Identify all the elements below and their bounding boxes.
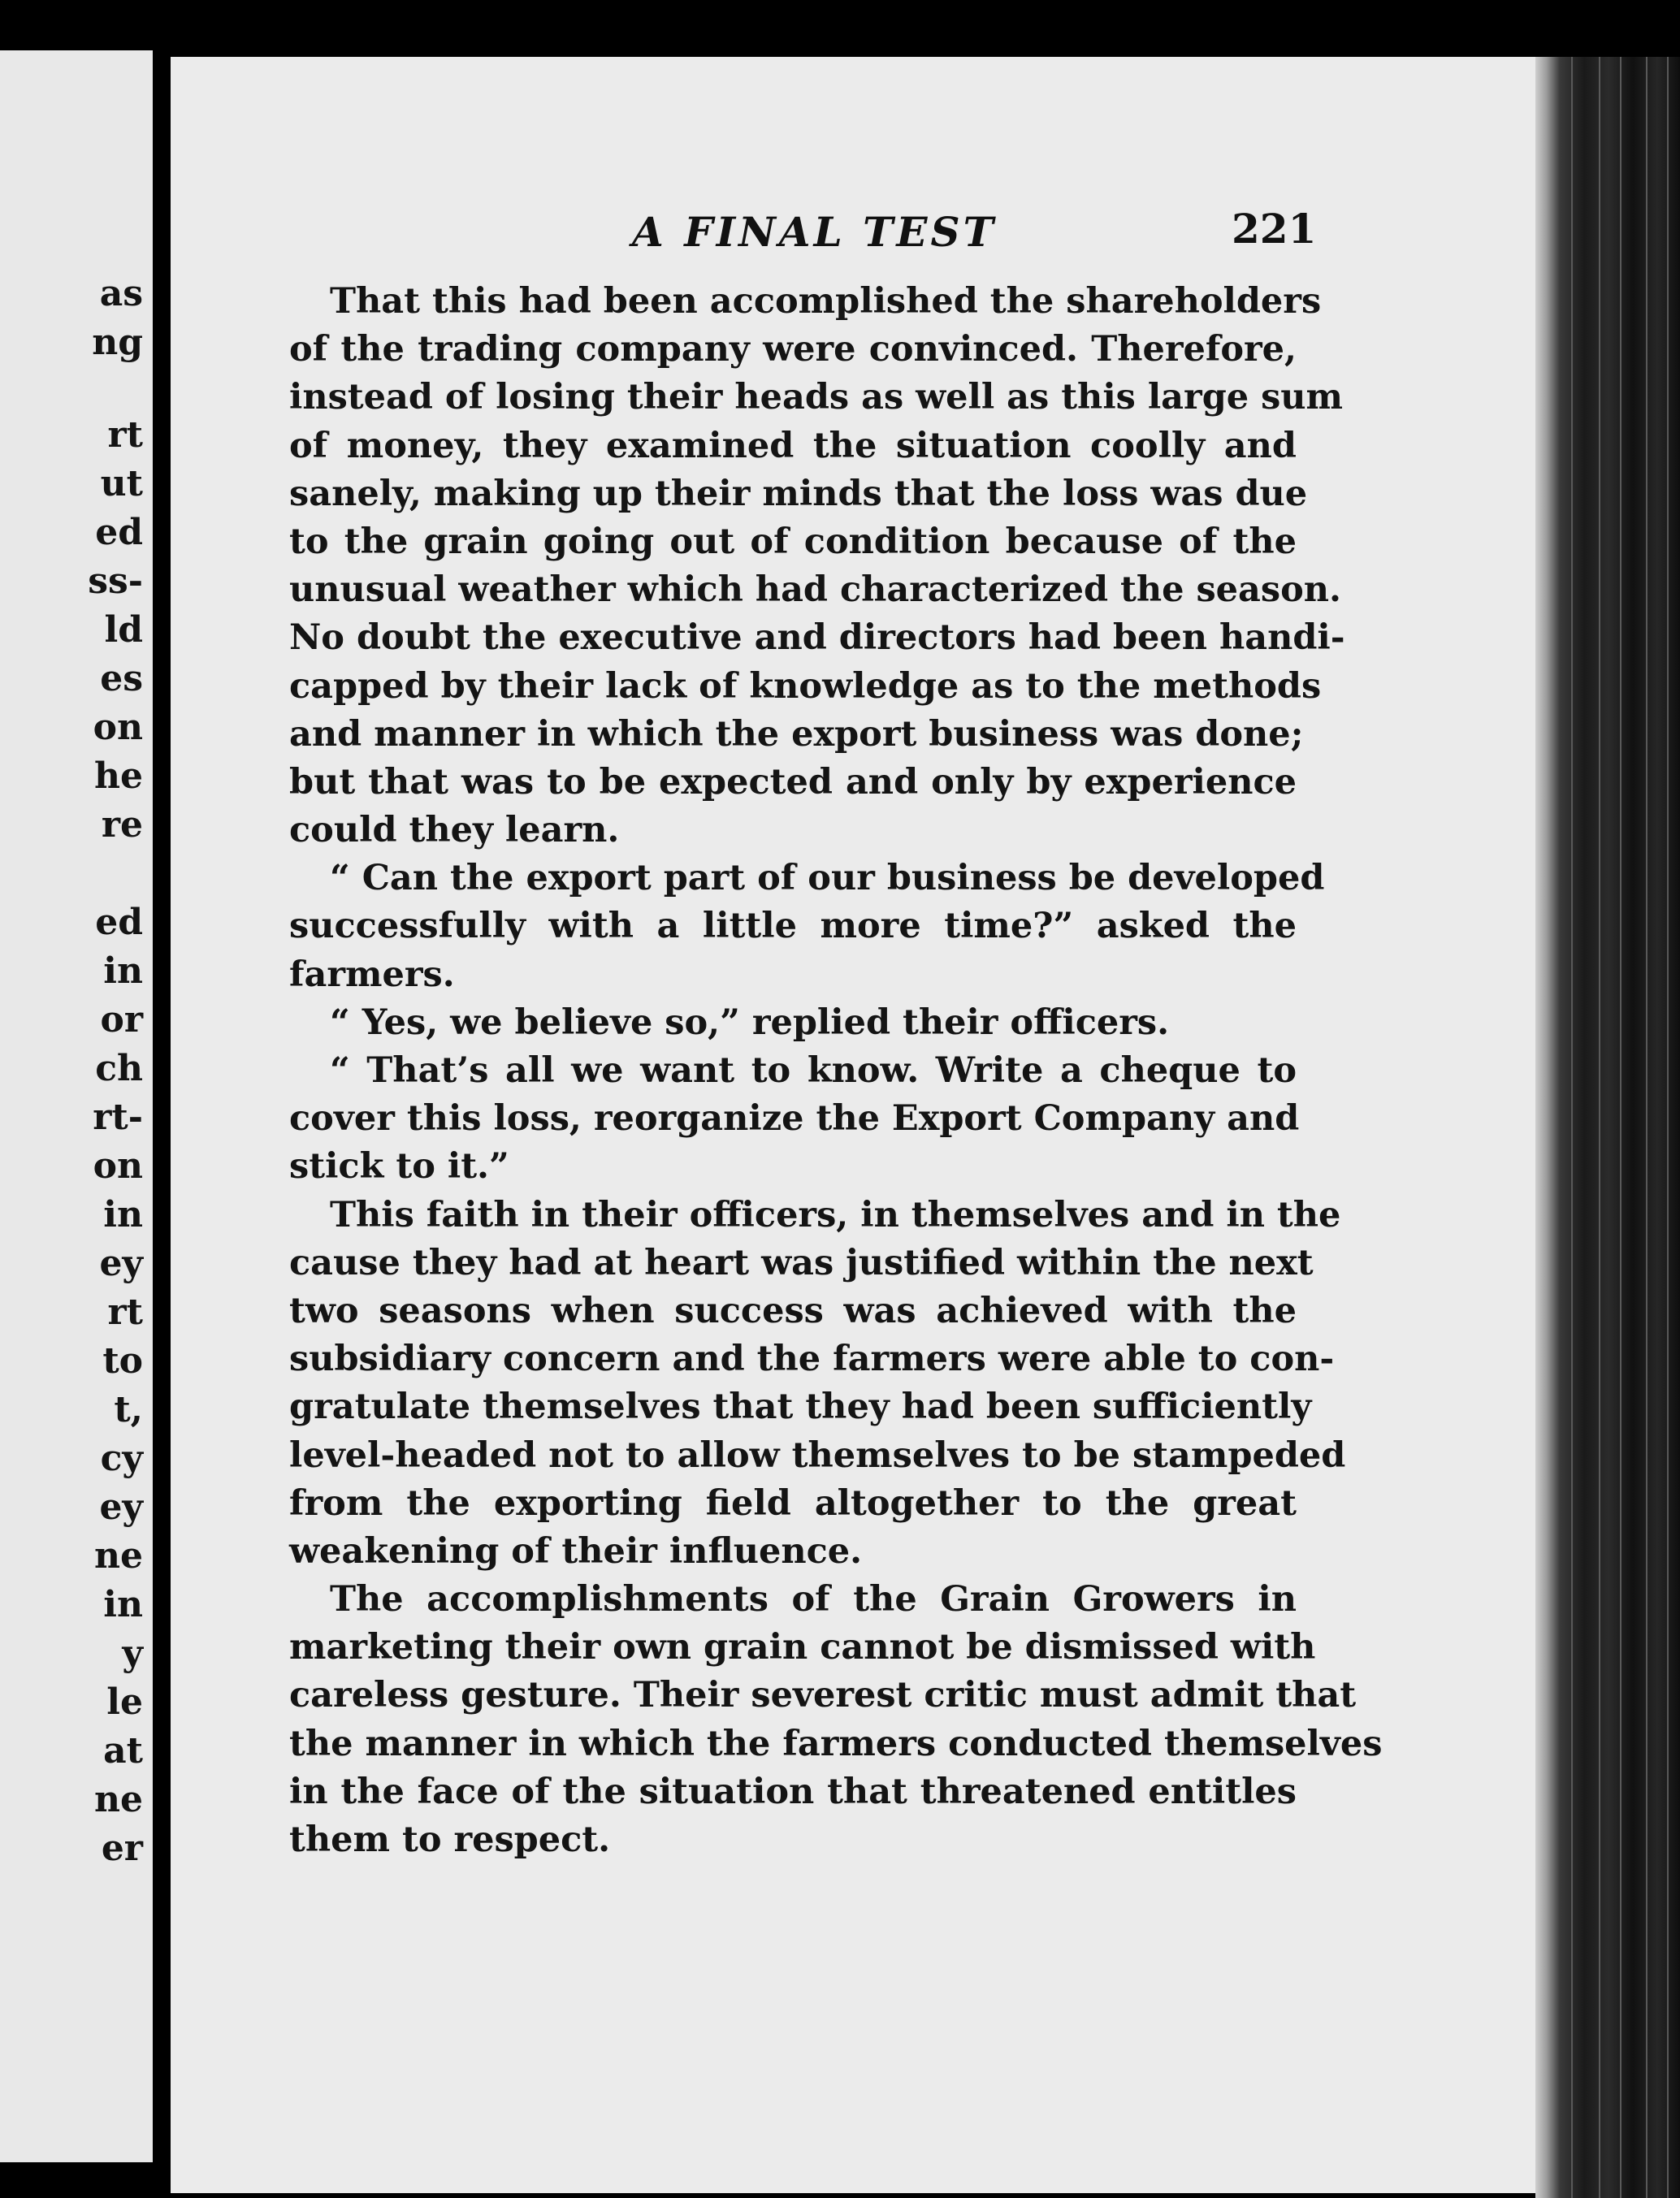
- paragraph: [289, 1576, 1383, 1864]
- left-fragment: ld: [104, 609, 143, 651]
- text-line: subsidiary concern and the farmers were able to con-: [289, 1339, 1335, 1380]
- text-line: successfully with a little more time?” asked the: [289, 906, 1297, 947]
- text-line: careless gesture. Their severest critic must admit that: [289, 1675, 1357, 1716]
- left-fragment: on: [93, 707, 143, 748]
- left-fragment: le: [106, 1681, 143, 1723]
- text-line: from the exporting field altogether to the great: [289, 1482, 1297, 1524]
- paragraph: [289, 1047, 1300, 1192]
- left-fragment: re: [101, 804, 143, 846]
- text-line: sanely, making up their minds that the loss was due: [289, 473, 1308, 514]
- left-fragment: ch: [95, 1048, 143, 1089]
- left-fragment: rt: [107, 1292, 143, 1333]
- left-fragment: as: [99, 273, 143, 314]
- text-line: This faith in their officers, in themselves and in the: [330, 1194, 1341, 1235]
- previous-page-edge: [0, 50, 153, 2162]
- left-fragment: ut: [100, 463, 143, 504]
- text-line: and manner in which the export business was done;: [289, 713, 1304, 755]
- left-fragment: he: [94, 755, 143, 797]
- text-line: could they learn.: [289, 810, 620, 851]
- text-line: stick to it.”: [289, 1146, 509, 1188]
- text-line: cover this loss, reorganize the Export Company and: [289, 1098, 1300, 1140]
- text-line: unusual weather which had characterized the season.: [289, 569, 1341, 611]
- left-fragment: in: [103, 1194, 143, 1235]
- left-fragment: ey: [99, 1486, 143, 1528]
- left-fragment: t,: [114, 1389, 143, 1430]
- text-line: them to respect.: [289, 1819, 611, 1860]
- left-fragment: cy: [100, 1438, 143, 1479]
- text-line: marketing their own grain cannot be dismissed with: [289, 1627, 1316, 1668]
- text-line: No doubt the executive and directors had been handi-: [289, 617, 1345, 659]
- text-line: to the grain going out of condition because of the: [289, 521, 1297, 562]
- left-fragment: in: [103, 950, 143, 992]
- text-line: in the face of the situation that threatened entitles: [289, 1771, 1297, 1812]
- paragraph: [289, 999, 1297, 1047]
- left-fragment: y: [122, 1633, 143, 1674]
- left-fragment: at: [103, 1730, 143, 1772]
- paragraph: [289, 855, 1325, 999]
- text-line: That this had been accomplished the shareholders: [330, 281, 1322, 322]
- page-number: 221: [1232, 205, 1317, 253]
- text-line: farmers.: [289, 954, 455, 995]
- left-fragment: ne: [94, 1535, 143, 1577]
- left-fragment: er: [101, 1828, 143, 1869]
- text-line: “ Can the export part of our business be developed: [330, 858, 1325, 899]
- left-fragment: or: [100, 999, 143, 1041]
- text-line: “ Yes, we believe so,” replied their officers.: [330, 1002, 1170, 1043]
- paragraph: [289, 278, 1345, 855]
- text-line: capped by their lack of knowledge as to the methods: [289, 665, 1322, 707]
- left-fragment: in: [103, 1584, 143, 1625]
- left-fragment: to: [102, 1340, 143, 1382]
- text-line: instead of losing their heads as well as this large sum: [289, 377, 1344, 418]
- text-line: The accomplishments of the Grain Growers in: [330, 1579, 1297, 1620]
- book-gutter: [153, 0, 171, 2198]
- left-fragment: rt: [107, 414, 143, 456]
- text-line: of the trading company were convinced. Therefore,: [289, 329, 1297, 370]
- text-line: “ That’s all we want to know. Write a cheque to: [330, 1050, 1297, 1091]
- left-fragment: ss-: [88, 560, 143, 602]
- paragraph: [289, 1192, 1346, 1577]
- text-line: two seasons when success was achieved with the: [289, 1290, 1297, 1331]
- left-fragment: on: [93, 1145, 143, 1187]
- text-line: but that was to be expected and only by experience: [289, 761, 1297, 803]
- text-line: of money, they examined the situation coolly and: [289, 425, 1297, 466]
- text-line: gratulate themselves that they had been sufficiently: [289, 1387, 1312, 1428]
- book-page: [171, 57, 1535, 2193]
- text-line: cause they had at heart was justified within the next: [289, 1242, 1314, 1283]
- left-fragment: ne: [94, 1779, 143, 1820]
- left-fragment: rt-: [93, 1097, 143, 1138]
- left-fragment: ed: [95, 512, 143, 553]
- page-header: [171, 201, 1535, 266]
- running-head: A FINAL TEST: [632, 208, 997, 256]
- left-fragment: ed: [95, 902, 143, 943]
- left-fragment: es: [100, 658, 143, 699]
- text-line: weakening of their influence.: [289, 1530, 863, 1572]
- left-fragment: ey: [99, 1243, 143, 1284]
- text-line: the manner in which the farmers conducted themselves: [289, 1723, 1383, 1764]
- left-fragment: ng: [92, 322, 143, 363]
- body-text: [289, 278, 1383, 1864]
- text-line: level-headed not to allow themselves to be stampeded: [289, 1434, 1346, 1476]
- book-fore-edge: [1535, 57, 1680, 2198]
